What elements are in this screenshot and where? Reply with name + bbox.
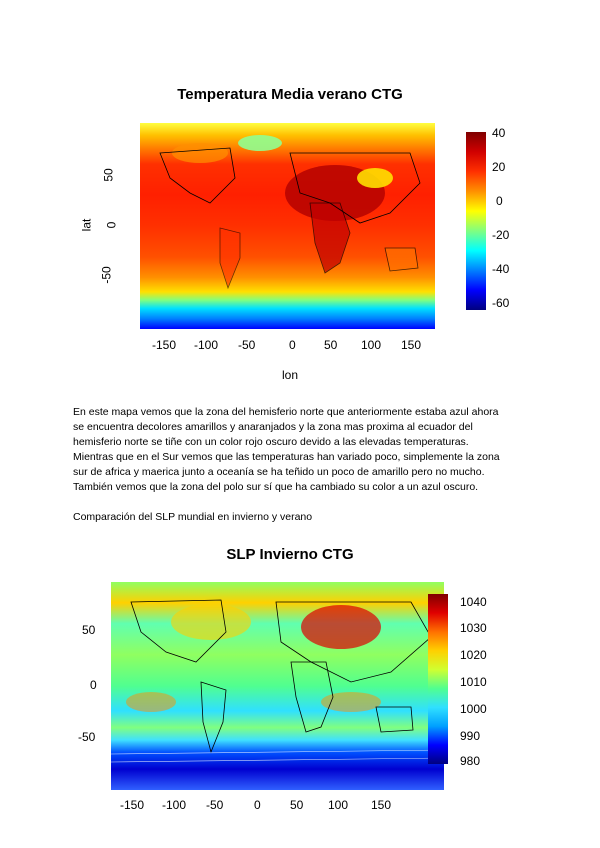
chart1-cb-tick: -40 (492, 262, 510, 276)
chart2-x-tick: 50 (290, 798, 304, 812)
chart2-y-tick: -50 (78, 730, 96, 744)
chart1-x-tick: -100 (194, 338, 219, 352)
chart2-cb-tick: 1000 (460, 702, 487, 716)
chart1-x-tick: -150 (152, 338, 177, 352)
chart2-x-tick: 100 (328, 798, 349, 812)
chart2-map (111, 582, 444, 790)
chart1-x-tick: -50 (238, 338, 256, 352)
chart1-x-label: lon (282, 368, 299, 382)
chart1-coastlines (140, 123, 435, 329)
chart2-cb-tick: 1010 (460, 675, 487, 689)
chart2-x-tick: -50 (206, 798, 224, 812)
chart1-y-label: lat (79, 218, 94, 232)
paragraph-line: En este mapa vemos que la zona del hemisferio norte que anteriormente estaba azul ahora (73, 406, 499, 418)
caption: Comparación del SLP mundial en invierno y verano (73, 511, 313, 523)
paragraph-line: También vemos que la zona del polo sur sí que ha cambiado su color a un azul oscuro. (73, 481, 479, 493)
chart1-cb-tick: 20 (492, 160, 506, 174)
chart1-cb-tick: -20 (492, 228, 510, 242)
chart2-x-tick: 0 (254, 798, 261, 812)
chart2-cb-tick: 990 (460, 729, 481, 743)
chart2-cb-tick: 1030 (460, 621, 487, 635)
chart1-y-tick: 50 (101, 168, 116, 182)
chart2-plot (40, 570, 520, 840)
chart2-x-tick: -150 (120, 798, 145, 812)
chart2-x-tick: 150 (371, 798, 392, 812)
chart2-colorbar (428, 594, 448, 764)
chart1-cb-tick: 40 (492, 126, 506, 140)
chart2-title: SLP Invierno CTG (226, 546, 354, 563)
chart2-y-tick: 0 (90, 678, 97, 692)
chart1-cb-tick: -60 (492, 296, 510, 310)
chart1-y-tick: 0 (104, 221, 119, 229)
paragraph-line: Mientras que en el Sur vemos que las temperaturas han variado poco, simplemente la zona (73, 451, 500, 463)
paragraph-line: sur de africa y maerica junto a oceanía se ha teñido un poco de amarillo pero no mucho. (73, 466, 485, 478)
chart1-plot (60, 110, 530, 390)
chart1-x-tick: 50 (324, 338, 338, 352)
chart1-map (140, 123, 435, 329)
paragraph-line: hemisferio norte se tiñe con un color rojo oscuro devido a las elevadas temperaturas. (73, 436, 469, 448)
chart2-y-tick: 50 (82, 623, 96, 637)
chart1-x-tick: 100 (361, 338, 382, 352)
chart2-cb-tick: 1020 (460, 648, 487, 662)
paragraph-line: se encuentra decolores amarillos y anaranjados y la zona mas proxima al ecuador del (73, 421, 473, 433)
chart1-y-tick: -50 (99, 266, 114, 284)
chart1-title: Temperatura Media verano CTG (177, 86, 403, 103)
chart2-cb-tick: 980 (460, 754, 481, 768)
chart2-cb-tick: 1040 (460, 595, 487, 609)
paragraph (73, 405, 543, 495)
chart1-colorbar (466, 132, 486, 310)
chart1-x-tick: 0 (289, 338, 296, 352)
chart2-x-tick: -100 (162, 798, 187, 812)
chart2-coastlines (111, 582, 444, 790)
chart1-cb-tick: 0 (496, 194, 503, 208)
chart1-x-tick: 150 (401, 338, 422, 352)
